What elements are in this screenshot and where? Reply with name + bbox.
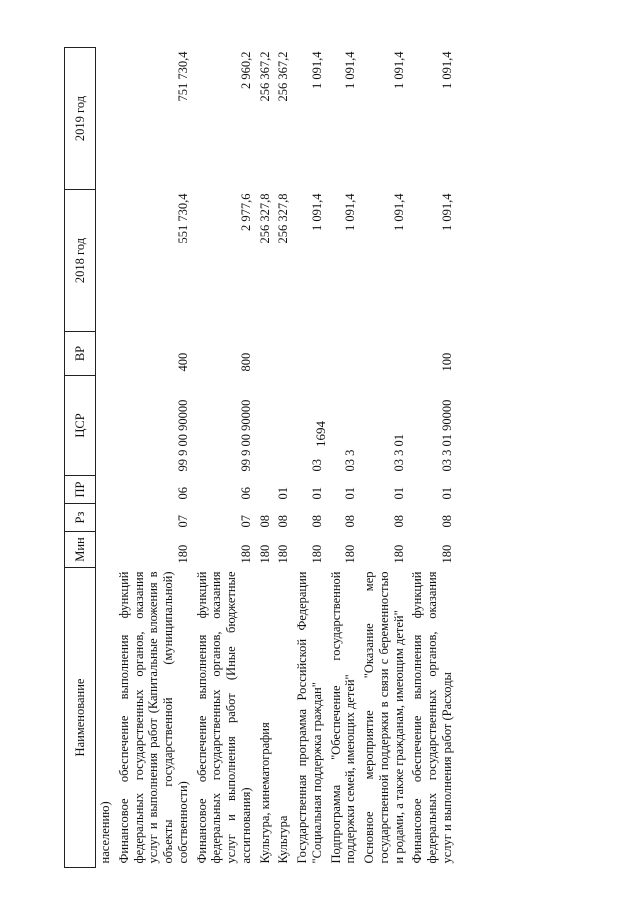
cell-y2018 bbox=[96, 190, 115, 332]
cell-csr bbox=[274, 376, 293, 476]
cell-min: 180 bbox=[343, 544, 358, 564]
cell-pr bbox=[256, 476, 275, 504]
cell-csr: 03 bbox=[309, 459, 324, 472]
cell-rz: 08 bbox=[343, 515, 358, 528]
cell-rz: 08 bbox=[276, 515, 291, 528]
cell-csr: 99 9 00 90000 bbox=[238, 399, 253, 472]
page-number: 1694 bbox=[313, 421, 328, 447]
cell-rz: 08 bbox=[309, 515, 324, 528]
cell-min: 180 bbox=[175, 544, 190, 564]
cell-y2019: 256 367,2 bbox=[257, 51, 272, 102]
cell-name: Государственная программа Российской Федерации "Социальная поддержка граждан" bbox=[295, 571, 324, 864]
cell-y2019: 751 730,4 bbox=[175, 51, 190, 102]
cell-csr bbox=[96, 376, 115, 476]
cell-y2019: 1 091,4 bbox=[439, 51, 454, 89]
cell-y2019: 1 091,4 bbox=[309, 51, 324, 89]
cell-vr bbox=[293, 332, 327, 376]
cell-csr: 03 3 01 90000 bbox=[439, 399, 454, 472]
header-csr: ЦСР bbox=[65, 376, 96, 476]
cell-y2018: 1 091,4 bbox=[391, 193, 406, 231]
cell-min: 180 bbox=[257, 544, 272, 564]
table-body bbox=[96, 48, 457, 868]
cell-y2018: 551 730,4 bbox=[175, 193, 190, 244]
cell-y2018: 1 091,4 bbox=[439, 193, 454, 231]
cell-name: Финансовое обеспечение выполнения функций федеральных государственных органов, оказания услуг и выполнения работ (Иные бюджетные ассигнования) bbox=[194, 571, 253, 864]
table-row bbox=[193, 48, 256, 868]
table-row bbox=[96, 48, 115, 868]
cell-min bbox=[96, 532, 115, 568]
cell-vr bbox=[256, 332, 275, 376]
cell-y2019: 1 091,4 bbox=[343, 51, 358, 89]
cell-min: 180 bbox=[439, 544, 454, 564]
cell-name: Подпрограмма "Обеспечение государственной поддержки семей, имеющих детей" bbox=[328, 571, 358, 864]
table-row bbox=[293, 48, 327, 868]
cell-name: населению) bbox=[98, 801, 112, 864]
cell-pr: 01 bbox=[343, 487, 358, 500]
table-row bbox=[256, 48, 275, 868]
cell-y2019 bbox=[96, 48, 115, 190]
cell-rz: 07 bbox=[175, 515, 190, 528]
cell-rz: 08 bbox=[439, 515, 454, 528]
cell-csr: 03 3 01 bbox=[391, 434, 406, 472]
cell-name: Основное мероприятие "Оказание мер государственной поддержки в связи с беременностью и родами, а также гражданам, имеющим детей" bbox=[362, 571, 406, 864]
cell-pr: 01 bbox=[276, 487, 291, 500]
cell-min: 180 bbox=[276, 544, 291, 564]
table-row bbox=[274, 48, 293, 868]
cell-pr: 01 bbox=[391, 487, 406, 500]
header-2018: 2018 год bbox=[65, 190, 96, 332]
cell-csr: 03 3 bbox=[343, 449, 358, 472]
header-pr: ПР bbox=[65, 476, 96, 504]
cell-pr: 06 bbox=[238, 487, 253, 500]
cell-csr bbox=[256, 376, 275, 476]
table-row bbox=[115, 48, 193, 868]
cell-name: Финансовое обеспечение выполнения функций федеральных государственных органов, оказания услуг и выполнения работ (Расходы bbox=[410, 571, 454, 864]
cell-y2019: 256 367,2 bbox=[276, 51, 291, 102]
header-2019: 2019 год bbox=[65, 48, 96, 190]
cell-vr bbox=[327, 332, 361, 376]
cell-vr: 800 bbox=[238, 352, 253, 372]
header-min: Мин bbox=[65, 532, 96, 568]
rotated-page-content bbox=[64, 0, 604, 868]
header-name: Наименование bbox=[65, 568, 96, 868]
cell-name: Культура, кинематография bbox=[257, 722, 272, 864]
table-header-row bbox=[65, 48, 96, 868]
cell-vr: 400 bbox=[175, 352, 190, 372]
table-row bbox=[408, 48, 456, 868]
cell-y2018: 256 327,8 bbox=[257, 193, 272, 244]
table-row bbox=[360, 48, 408, 868]
header-vr: ВР bbox=[65, 332, 96, 376]
cell-y2018: 1 091,4 bbox=[309, 193, 324, 231]
cell-min: 180 bbox=[391, 544, 406, 564]
cell-rz: 08 bbox=[391, 515, 406, 528]
cell-pr bbox=[96, 476, 115, 504]
cell-csr: 99 9 00 90000 bbox=[175, 399, 190, 472]
cell-y2019: 1 091,4 bbox=[391, 51, 406, 89]
cell-y2019: 2 960,2 bbox=[238, 51, 253, 89]
cell-y2018: 2 977,6 bbox=[238, 193, 253, 231]
cell-y2018: 1 091,4 bbox=[343, 193, 358, 231]
cell-min: 180 bbox=[309, 544, 324, 564]
cell-rz: 08 bbox=[257, 515, 272, 528]
cell-rz: 07 bbox=[238, 515, 253, 528]
cell-vr bbox=[274, 332, 293, 376]
cell-y2018: 256 327,8 bbox=[276, 193, 291, 244]
cell-pr: 01 bbox=[309, 487, 324, 500]
cell-name: Культура bbox=[276, 815, 291, 864]
cell-vr bbox=[360, 332, 408, 376]
header-rz: Рз bbox=[65, 504, 96, 532]
table-row bbox=[327, 48, 361, 868]
budget-table bbox=[64, 47, 457, 868]
cell-pr: 01 bbox=[439, 487, 454, 500]
cell-min: 180 bbox=[238, 544, 253, 564]
cell-vr: 100 bbox=[439, 352, 454, 372]
cell-vr bbox=[96, 332, 115, 376]
cell-rz bbox=[96, 504, 115, 532]
cell-name: Финансовое обеспечение выполнения функций федеральных государственных органов, оказания услуг и выполнения работ (Капитальные вложения в объекты государственной (муниципальной) собственности) bbox=[116, 571, 190, 864]
cell-pr: 06 bbox=[175, 487, 190, 500]
